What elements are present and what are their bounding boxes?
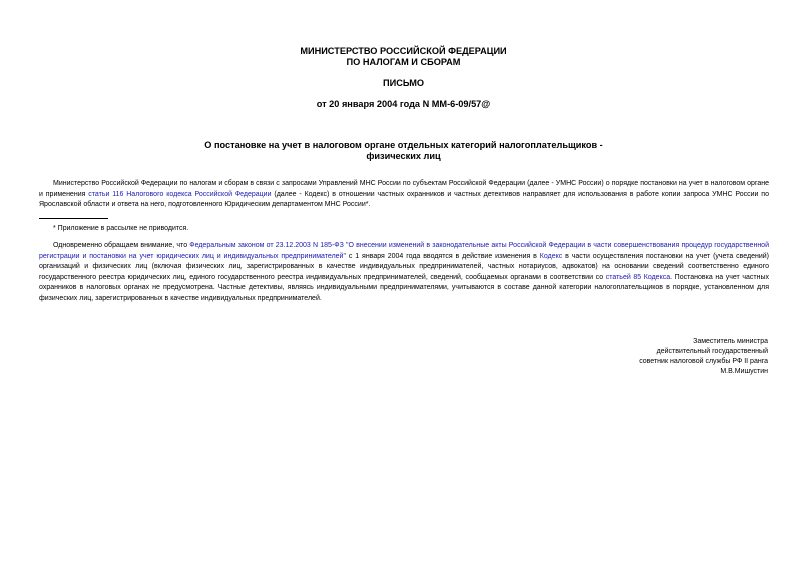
footnote-divider <box>39 218 108 219</box>
paragraph-1 <box>39 179 769 211</box>
paragraph-2 <box>39 241 769 305</box>
paragraph-2-text-c: в части осуществления постановки на учет (учета сведений) организаций и физических лиц (включая физических лиц, зарегистрированных в качестве индивидуальных предпринимателей, частных нотариусов, адвокатов) на основании сведений соответственно единого государственного реестра юридических лиц, единого государственного реестра индивидуальных предпринимателей, сведений, сообщаемых органами в соответствии со <box>39 252 770 281</box>
document-title-line1: О постановке на учет в налоговом органе отдельных категорий налогоплательщиков - <box>204 140 603 150</box>
link-federal-law-185[interactable]: Федеральным законом от 23.12.2003 N 185-ФЗ "О внесении изменений в законодательные акты Российской Федерации в части совершенствования процедур государственной регистрации и постановки на учет юридических лиц и индивидуальных предпринимателей" <box>39 242 769 260</box>
link-article-116[interactable]: статьи 116 Налогового кодекса Российской Федерации <box>88 190 272 198</box>
paragraph-2-text-a: Одновременно обращаем внимание, что <box>53 242 190 249</box>
signatory-name: М.В.Мишустин <box>720 368 768 375</box>
paragraph-2-text-b: с 1 января 2004 года вводятся в действие изменения в <box>345 252 540 260</box>
link-article-85[interactable]: статьей 85 Кодекса <box>605 273 671 281</box>
paragraph-1-text-b: (далее - Кодекс) в отношении частных охранников и частных детективов направляет для использования в работе копии запроса УМНС России по Ярославской области и ответа на него, подготовленного Юридическим департаментом МНС России*. <box>39 190 769 209</box>
document-title-line2: физических лиц <box>366 151 441 161</box>
paragraph-1-text-a: Министерство Российской Федерации по налогам и сборам в связи с запросами Управлений МНС России по субъектам Российской Федерации (далее - УМНС России) о порядке постановки на учет в налоговом органе и применения <box>39 180 769 198</box>
footnote: * Приложение в рассылке не приводится. <box>53 225 189 232</box>
ministry-name-line1: МИНИСТЕРСТВО РОССИЙСКОЙ ФЕДЕРАЦИИ <box>300 46 507 56</box>
document-date-number: от 20 января 2004 года N ММ-6-09/57@ <box>316 99 491 109</box>
link-code[interactable]: Кодекс <box>539 252 563 260</box>
document-type: ПИСЬМО <box>382 78 425 88</box>
signature-position: Заместитель министра <box>693 338 768 345</box>
signature-rank-detail: советник налоговой службы РФ II ранга <box>639 358 768 365</box>
paragraph-2-text-d: . Постановка на учет частных охранников в налоговых органах не предусмотрена. Частные детективы, являясь индивидуальными предпринимателями, учитываются в составе данной категории налогоплательщиков в порядке, установленном для физических лиц, зарегистрированных в качестве индивидуальных предпринимателей. <box>39 273 769 302</box>
ministry-name-line2: ПО НАЛОГАМ И СБОРАМ <box>346 57 461 67</box>
signature-rank: действительный государственный <box>656 348 768 355</box>
